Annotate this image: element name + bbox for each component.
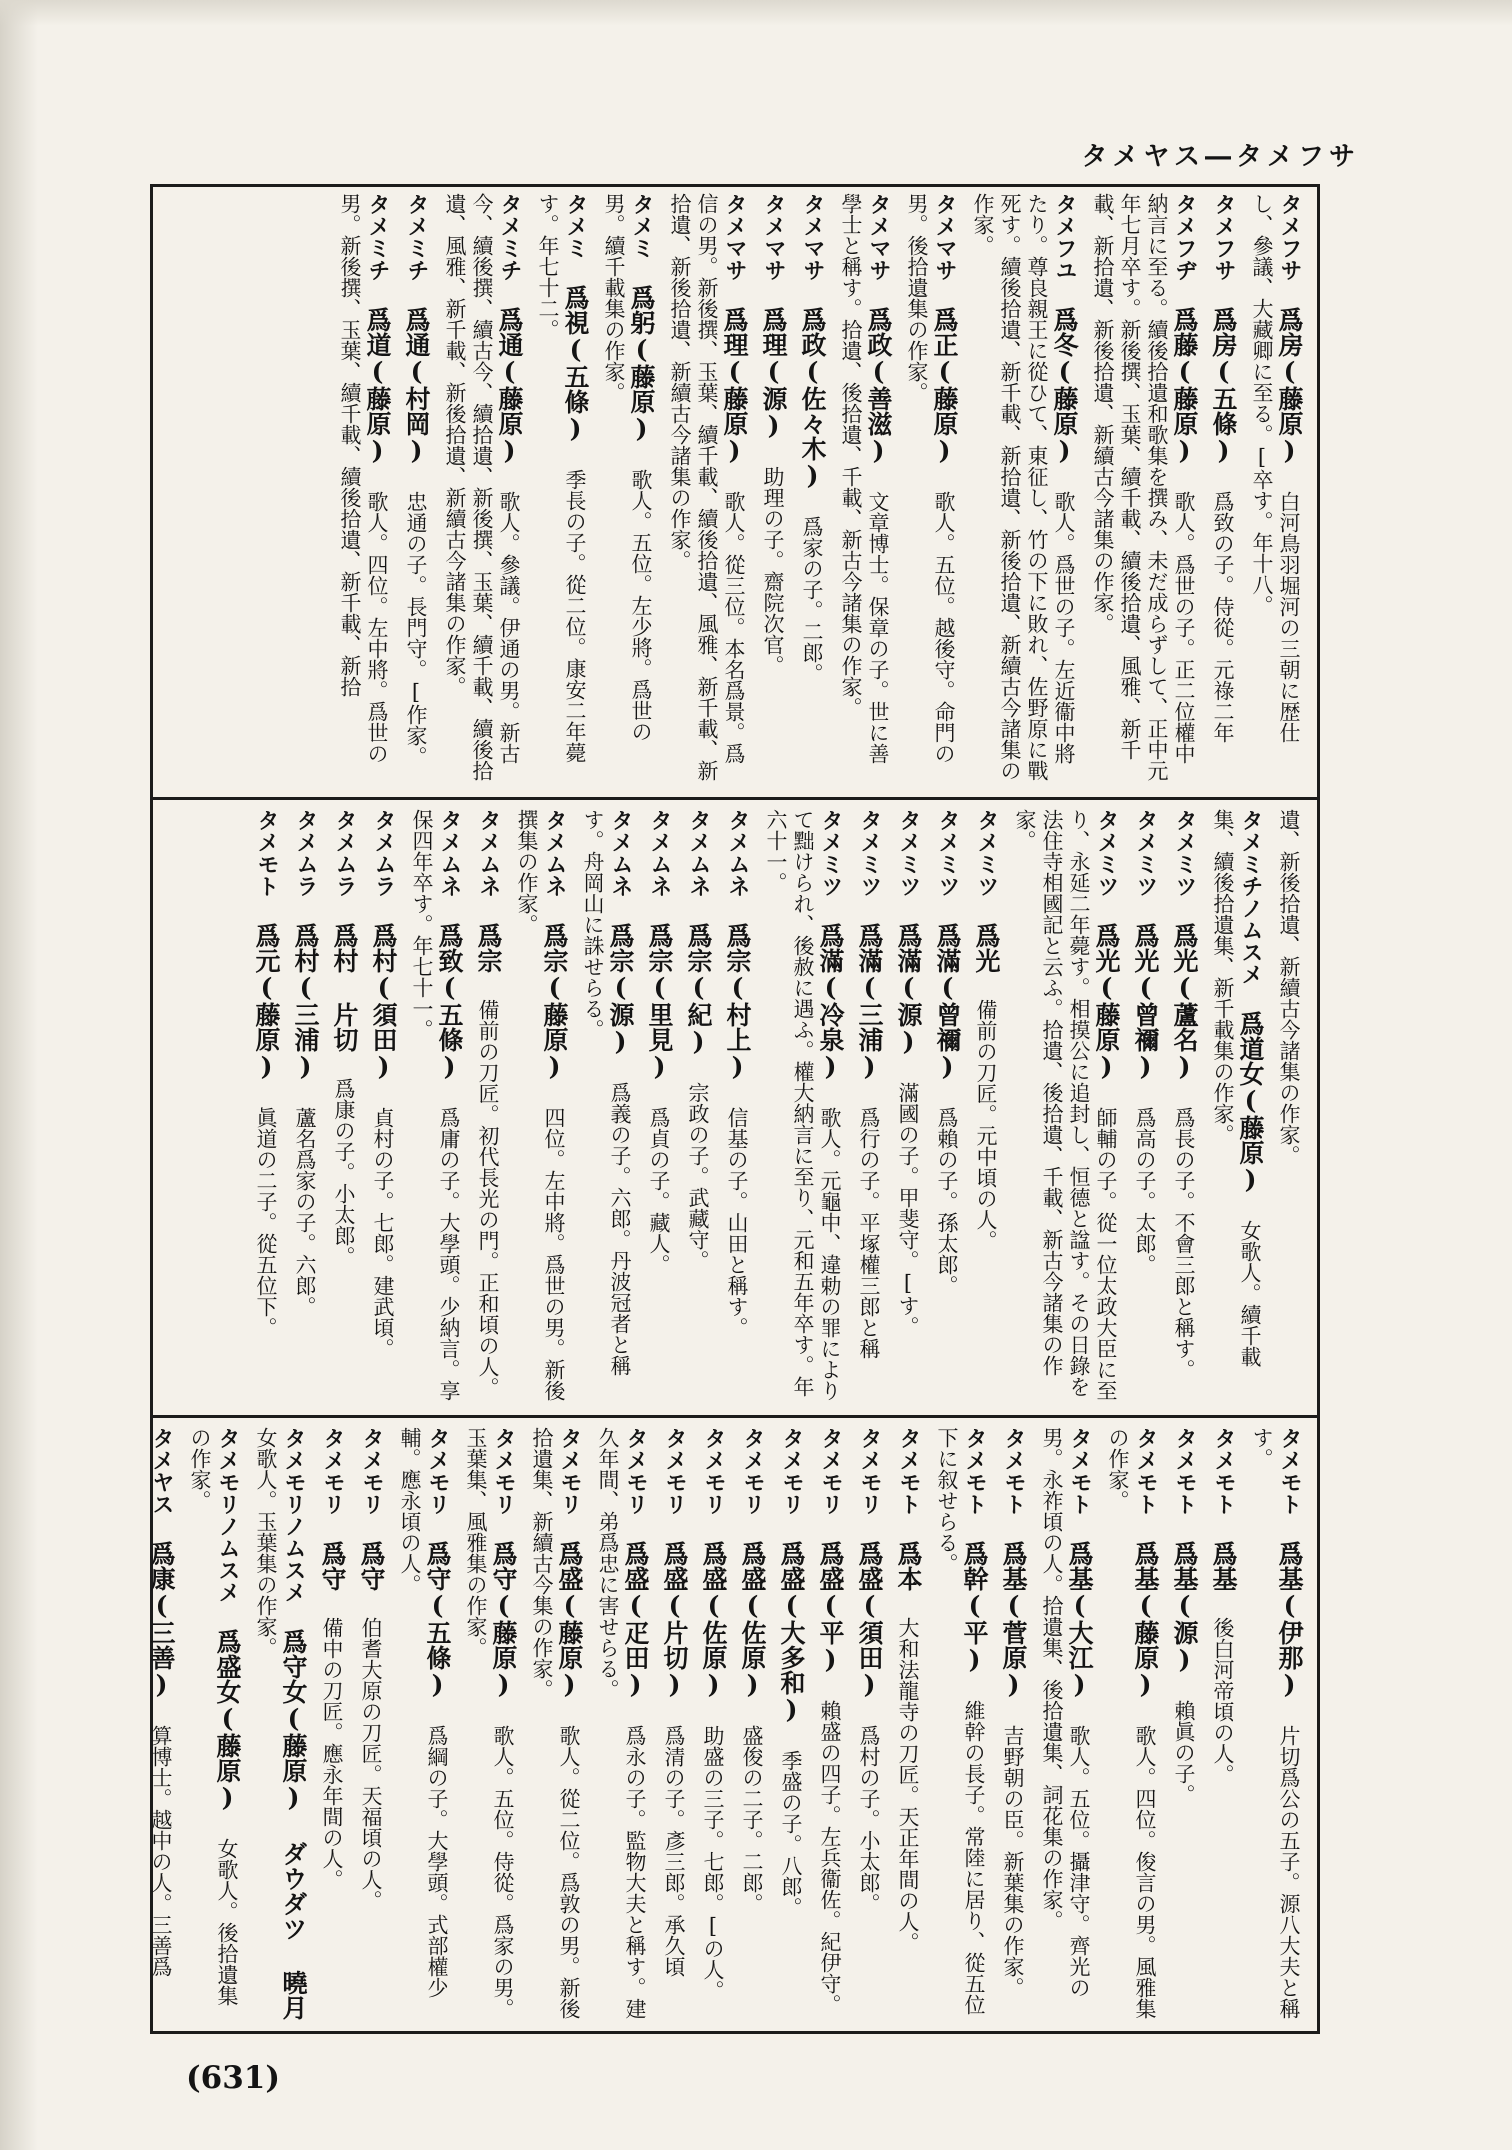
entry-description: 維幹の長子。常陸に居り、從五位下に叙せらる。 [935, 1427, 986, 2015]
dictionary-entry [579, 809, 634, 1403]
entry-reading: タメモリ [557, 1427, 582, 1515]
entry-description: 季長の子。從二位。康安二年薨す。年七十二。 [536, 193, 587, 763]
entry-reading: タメモリノムスメ [281, 1427, 306, 1603]
entry-reading: タメミツ [818, 809, 843, 897]
band-divider [153, 797, 1317, 800]
dictionary-entry [972, 809, 1000, 1403]
entry-reading: タメモト [1211, 1427, 1236, 1515]
entry-name: 爲政(佐々木) [798, 307, 827, 490]
entry-description: 大和法龍寺の刀匠。天正年間の人。 [896, 1617, 920, 1953]
entry-name: 爲光(藤原) [1092, 923, 1121, 1081]
entry-description: 爲貞の子。藏人。 [647, 1107, 671, 1275]
entry-description: 助理の子。齋院次官。 [761, 466, 785, 676]
entry-name: 爲基(藤原) [1131, 1541, 1160, 1699]
entry-description: 女歌人。續千載集、續後拾遺集、新千載集の作家。 [1211, 809, 1262, 1367]
dictionary-entry [777, 1427, 805, 2023]
dictionary-entry [816, 1427, 844, 2023]
entry-reading: タメモリ [623, 1427, 648, 1515]
dictionary-frame [147, 184, 1320, 2034]
entry-name: 爲宗(紀) [684, 923, 713, 1056]
dictionary-entry [534, 193, 589, 783]
entry-description: 爲致の子。侍從。元祿二年 [1211, 491, 1235, 743]
entry-name: 爲致(五條) [435, 923, 464, 1081]
entry-name: 爲盛(平) [816, 1541, 845, 1674]
entry-reading: タメミツ [935, 809, 960, 897]
entry-description: 季盛の子。八郎。 [779, 1750, 803, 1918]
entry-reading: タメムネ [608, 809, 633, 897]
entry-name: 爲光(蘆名) [1170, 923, 1199, 1081]
entry-name: 爲村(三浦) [291, 923, 320, 1081]
entry-name: 爲元(藤原) [252, 923, 281, 1081]
entry-description: 遺、新後拾遺、新續古今諸集の作家。 [1277, 809, 1301, 1166]
entry-description: 滿國の子。甲斐守。[す。 [896, 1082, 920, 1337]
entry-reading: タメマサ [866, 193, 891, 281]
dictionary-entry [402, 193, 430, 783]
entry-name: 爲基(菅原) [999, 1541, 1028, 1699]
entry-band-bottom [147, 1427, 1304, 2023]
entry-name: 爲滿(曾禰) [933, 923, 962, 1081]
entry-description: 爲清の子。彥三郎。承久頃 [662, 1725, 686, 1977]
entry-name: 爲道(藤原) [363, 307, 392, 465]
dictionary-entry [336, 193, 391, 783]
entry-reading: タメムネ [647, 809, 672, 897]
entry-description: 貞村の子。七郎。建武頃。 [371, 1107, 395, 1359]
entry-description: 爲永の子。監物大夫と稱す。建久年間、弟爲忠に害せらる。 [596, 1427, 647, 2019]
entry-description: 算博士。越中の人。三善爲 [149, 1725, 173, 1977]
dictionary-entry [1209, 193, 1237, 783]
band-divider [153, 1415, 1317, 1418]
entry-description: 眞道の二子。從五位下。 [254, 1107, 278, 1338]
entry-reading: タメミツ [857, 809, 882, 897]
dictionary-entry [1248, 193, 1303, 783]
dictionary-entry [1038, 1427, 1093, 2023]
entry-description: 爲家の子。二郎。 [800, 516, 824, 684]
entry-description: 歌人。參議。伊通の男。新古今、續後撰、續古今、續拾遺、新後撰、玉葉、續千載、續後拾遺、風雅、新千載、新後拾遺、新續古今諸集の作家。 [443, 193, 521, 781]
entry-reading: タメモリ [857, 1427, 882, 1515]
dictionary-entry [462, 1427, 517, 2023]
entry-name: 爲盛(佐原) [738, 1541, 767, 1699]
entry-reading: タメモリ [320, 1427, 345, 1515]
entry-name: 爲冬(藤原) [1050, 307, 1079, 465]
entry-description: 伯耆大原の刀匠。天福頃の人。 [359, 1617, 383, 1911]
entry-name: 爲守(五條) [423, 1541, 452, 1699]
dictionary-entry [318, 1427, 346, 2023]
entry-name: 爲基(源) [1170, 1541, 1199, 1674]
entry-reading: タメフヂ [1172, 193, 1197, 281]
entry-reading: タメマサ [761, 193, 786, 281]
dictionary-entry [1209, 1427, 1237, 2023]
entry-reading: タメムラ [332, 809, 357, 897]
entry-description: 爲庸の子。大學頭。少納言。享保四年卒す。年七十一。 [410, 809, 461, 1401]
entry-reading: タメモリノムスメ [215, 1427, 240, 1603]
dictionary-entry [1089, 193, 1198, 783]
entry-reading: タメムネ [542, 809, 567, 897]
entry-reading: タメマサ [800, 193, 825, 281]
entry-description: 歌人。五位。侍從。爲家の男。玉葉集、風雅集の作家。 [464, 1427, 515, 2019]
dictionary-entry [513, 809, 568, 1403]
dictionary-entry [660, 1427, 688, 2023]
dictionary-entry [969, 193, 1078, 783]
entry-reading: タメモリ [491, 1427, 516, 1515]
entry-name: 爲守女(藤原) ダウダツ 曉月 [279, 1629, 308, 2020]
entry-name: 爲守(藤原) [489, 1541, 518, 1699]
entry-reading: タメミチノムスメ [1238, 809, 1263, 985]
entry-name: 爲本 [894, 1541, 923, 1591]
entry-description: 女歌人。後拾遺集の作家。 [188, 1427, 239, 2006]
entry-description: 片切爲公の五子。源八大夫と稱す。 [1250, 1427, 1301, 2019]
entry-name: 爲盛(片切) [660, 1541, 689, 1699]
entry-description: 歌人。五位。左少將。爲世の男。續千載集の作家。 [602, 193, 653, 742]
entry-name: 爲村 片切 [330, 923, 359, 1052]
entry-description: 爲綱の子。大學頭。式部權少輔。應永頃の人。 [398, 1427, 449, 1998]
entry-description: 備中の刀匠。應永年間の人。 [320, 1617, 344, 1890]
dictionary-entry [1170, 809, 1198, 1403]
entry-name: 爲康(三善) [147, 1541, 176, 1699]
entry-description: 爲賴の子。孫太郎。 [935, 1107, 959, 1296]
entry-name: 爲政(善滋) [864, 307, 893, 465]
entry-reading: タメマサ [932, 193, 957, 281]
entry-name: 爲盛(須田) [855, 1541, 884, 1699]
page-number: (631) [186, 2060, 281, 2096]
running-header: タメヤス―タメフサ [1081, 142, 1360, 172]
entry-description: 宗政の子。武藏守。 [686, 1082, 710, 1271]
entry-name: 爲房(藤原) [1275, 307, 1304, 465]
entry-reading: タメモト [1277, 1427, 1302, 1515]
entry-name: 爲基(伊那) [1275, 1541, 1304, 1699]
entry-reading: タメムネ [476, 809, 501, 897]
entry-description: 女歌人。玉葉集の作家。 [254, 1427, 278, 1658]
dictionary-entry [903, 193, 958, 783]
entry-name: 爲盛(佐原) [699, 1541, 728, 1699]
dictionary-entry [855, 1427, 883, 2023]
entry-name: 爲道女(藤原) [1236, 1011, 1265, 1194]
dictionary-entry [762, 809, 844, 1403]
dictionary-entry [396, 1427, 451, 2023]
entry-name: 爲守 [357, 1541, 386, 1591]
entry-reading: タメモト [1067, 1427, 1092, 1515]
entry-reading: タメモト [1172, 1427, 1197, 1515]
entry-name: 爲光(曾禰) [1131, 923, 1160, 1081]
dictionary-entry [330, 809, 358, 1403]
dictionary-entry [738, 1427, 766, 2023]
dictionary-entry [1275, 809, 1303, 1403]
entry-name: 爲房(五條) [1209, 307, 1238, 465]
dictionary-entry [999, 1427, 1027, 2023]
entry-description: 歌人。四位。俊言の男。風雅集の作家。 [1106, 1427, 1157, 2019]
entry-reading: タメミチ [497, 193, 522, 281]
dictionary-entry [1131, 809, 1159, 1403]
entry-description: 爲村の子。小太郎。 [857, 1725, 881, 1914]
dictionary-entry [1170, 1427, 1198, 2023]
entry-name: 爲滿(冷泉) [816, 923, 845, 1081]
entry-description: 賴盛の四子。左兵衞佐。紀伊守。 [818, 1700, 842, 2015]
entry-name: 爲守 [318, 1541, 347, 1591]
entry-reading: タメミツ [1172, 809, 1197, 897]
entry-name: 爲藤(藤原) [1170, 307, 1199, 465]
entry-reading: タメミツ [1133, 809, 1158, 897]
entry-description: 蘆名爲家の子。六郎。 [293, 1107, 317, 1317]
entry-description: 歌人。元龜中、違勅の罪によりて黜けられ、後赦に遇ふ。權大納言に至り、元和五年卒す。年六十一。 [764, 809, 842, 1401]
entry-reading: タメミチ [404, 193, 429, 281]
entry-description: 備前の刀匠。初代長光の門。正和頃の人。 [476, 999, 500, 1398]
entry-reading: タメモリ [701, 1427, 726, 1515]
scan-shadow-left [0, 0, 38, 2150]
entry-name: 爲通(村岡) [402, 307, 431, 465]
entry-description: 爲高の子。太郎。 [1133, 1107, 1157, 1275]
entry-description: 後白河帝頃の人。 [1211, 1617, 1235, 1785]
entry-name: 爲光 [972, 923, 1001, 973]
entry-reading: タメモリ [662, 1427, 687, 1515]
dictionary-entry [186, 1427, 241, 2023]
entry-name: 爲盛女(藤原) [213, 1629, 242, 1812]
entry-name: 爲宗(藤原) [540, 923, 569, 1081]
entry-reading: タメモト [254, 809, 279, 897]
entry-reading: タメモリ [425, 1427, 450, 1515]
entry-description: 信基の子。山田と稱す。 [725, 1107, 749, 1338]
entry-description: 吉野朝の臣。新葉集の作家。 [1001, 1725, 1025, 1998]
entry-name: 爲宗(里見) [645, 923, 674, 1081]
entry-description: 助盛の三子。七郎。[の人。 [701, 1725, 725, 2001]
entry-name: 爲基 [1209, 1541, 1238, 1591]
entry-description: 文章博士。保章の子。世に善學士と稱す。拾遺、後拾遺、千載、新古今諸集の作家。 [839, 193, 890, 764]
entry-name: 爲幹(平) [960, 1541, 989, 1674]
dictionary-entry [894, 1427, 922, 2023]
entry-description: 忠通の子。長門守。[作家。 [404, 491, 428, 767]
dictionary-entry [798, 193, 826, 783]
entry-description: 歌人。爲世の子。正二位權中納言に至る。續後拾遺和歌集を撰み、未だ成らずして、正中元年七月卒す。新後撰、玉葉、續千載、續後拾遺、風雅、新千載、新拾遺、新後拾遺、新續古今諸集の作家。 [1091, 193, 1196, 781]
entry-reading: タメモト [896, 1427, 921, 1515]
entry-description: 歌人。爲世の子。左近衞中將たり。尊良親王に從ひて、東征し、竹の下に敗れ、佐野原に戰死す。續後拾遺、新千載、新拾遺、新後拾遺、新續古今諸集の作家。 [971, 193, 1076, 781]
dictionary-entry [252, 1427, 307, 2023]
entry-name: 爲滿(源) [894, 923, 923, 1056]
entry-description: 師輔の子。從一位太政大臣に至り、永延二年薨す。相摸公に追封し、恒德と諡す。その日錄を法住寺相國記と云ふ。拾遺、後拾遺、千載、新古今諸集の作家。 [1013, 809, 1118, 1401]
entry-reading: タメモト [1133, 1427, 1158, 1515]
entry-reading: タメムラ [293, 809, 318, 897]
entry-description: 爲長の子。不會三郎と稱す。 [1172, 1107, 1196, 1380]
dictionary-entry [666, 193, 748, 783]
entry-reading: タメムネ [686, 809, 711, 897]
dictionary-entry [759, 193, 787, 783]
dictionary-entry [252, 809, 280, 1403]
entry-reading: タメミツ [974, 809, 999, 897]
entry-reading: タメムネ [437, 809, 462, 897]
dictionary-entry [357, 1427, 385, 2023]
entry-reading: タメフサ [1211, 193, 1236, 281]
entry-name: 爲宗 [474, 923, 503, 973]
entry-description: 歌人。五位。越後守。命門の男。後拾遺集の作家。 [905, 193, 956, 764]
entry-description: 備前の刀匠。元中頃の人。 [974, 999, 998, 1251]
entry-name: 爲通(藤原) [495, 307, 524, 465]
entry-band-top [165, 193, 1303, 783]
entry-name: 爲視(五條) [561, 285, 590, 443]
dictionary-entry [894, 809, 922, 1403]
entry-description: 爲康の子。小太郎。 [332, 1078, 356, 1267]
dictionary-entry [1248, 1427, 1303, 2023]
entry-name: 爲盛(疋田) [621, 1541, 650, 1699]
entry-reading: タメヤス [149, 1427, 174, 1515]
dictionary-entry [528, 1427, 583, 2023]
dictionary-entry [474, 809, 502, 1403]
entry-reading: タメミチ [365, 193, 390, 281]
entry-reading: タメモリ [740, 1427, 765, 1515]
entry-name: 爲滿(三浦) [855, 923, 884, 1081]
entry-reading: タメムネ [725, 809, 750, 897]
dictionary-entry [600, 193, 655, 783]
dictionary-entry [408, 809, 463, 1403]
dictionary-entry [933, 1427, 988, 2023]
entry-reading: タメモリ [818, 1427, 843, 1515]
entry-description: 白河鳥羽堀河の三朝に歴仕し、參議、大藏卿に至る。[卒す。年十八。 [1250, 193, 1301, 743]
dictionary-entry [684, 809, 712, 1403]
dictionary-entry [441, 193, 523, 783]
entry-name: 爲盛(藤原) [555, 1541, 584, 1699]
entry-name: 爲躬(藤原) [627, 285, 656, 443]
entry-reading: タメマサ [722, 193, 747, 281]
entry-name: 爲宗(村上) [723, 923, 752, 1081]
entry-description: 賴眞の子。 [1172, 1700, 1196, 1805]
entry-reading: タメミツ [896, 809, 921, 897]
entry-description: 歌人。五位。攝津守。齊光の男。永祚頃の人。拾遺集、後拾遺集、詞花集の作家。 [1040, 1427, 1091, 1998]
entry-name: 爲正(藤原) [930, 307, 959, 465]
entry-description: 四位。左中將。爲世の男。新後撰集の作家。 [515, 809, 566, 1401]
entry-reading: タメモト [1001, 1427, 1026, 1515]
dictionary-entry [291, 809, 319, 1403]
dictionary-entry [1209, 809, 1264, 1403]
entry-reading: タメミ [629, 193, 654, 259]
dictionary-entry [933, 809, 961, 1403]
entry-description: 歌人。四位。左中將。爲世の男。新後撰、玉葉、續千載、續後拾遺、新千載、新拾 [338, 193, 389, 764]
dictionary-entry [594, 1427, 649, 2023]
entry-description: 歌人。從三位。本名爲景。爲信の男。新後撰、玉葉、續千載、續後拾遺、風雅、新千載、新拾遺、新後拾遺、新續古今諸集の作家。 [668, 193, 746, 781]
entry-description: 爲義の子。六郎。丹波冠者と稱す。舟岡山に誅せらる。 [581, 809, 632, 1376]
entry-name: 爲基(大江) [1065, 1541, 1094, 1699]
entry-reading: タメフサ [1277, 193, 1302, 281]
entry-band-middle [165, 809, 1303, 1403]
entry-name: 爲宗(源) [606, 923, 635, 1056]
dictionary-entry [1104, 1427, 1159, 2023]
entry-reading: タメフユ [1052, 193, 1077, 281]
dictionary-entry [723, 809, 751, 1403]
entry-reading: タメムラ [371, 809, 396, 897]
entry-reading: タメミ [563, 193, 588, 259]
entry-name: 爲理(藤原) [720, 307, 749, 465]
entry-reading: タメモト [962, 1427, 987, 1515]
dictionary-entry [855, 809, 883, 1403]
entry-description: 歌人。從二位。爲敦の男。新後拾遺集、新續古今集の作家。 [530, 1427, 581, 2019]
dictionary-entry [147, 1427, 175, 2023]
entry-description: 爲行の子。平塚權三郎と稱 [857, 1107, 881, 1359]
entry-reading: タメモリ [779, 1427, 804, 1515]
entry-description: 盛俊の二子。二郎。 [740, 1725, 764, 1914]
entry-name: 爲村(須田) [369, 923, 398, 1081]
entry-reading: タメミツ [1094, 809, 1119, 897]
dictionary-entry [645, 809, 673, 1403]
entry-name: 爲盛(大多和) [777, 1541, 806, 1724]
entry-reading: タメモリ [359, 1427, 384, 1515]
dictionary-entry [837, 193, 892, 783]
scan-shadow-top [0, 0, 1512, 26]
entry-name: 爲理(源) [759, 307, 788, 440]
dictionary-entry [369, 809, 397, 1403]
dictionary-entry [699, 1427, 727, 2023]
dictionary-entry [1011, 809, 1120, 1403]
